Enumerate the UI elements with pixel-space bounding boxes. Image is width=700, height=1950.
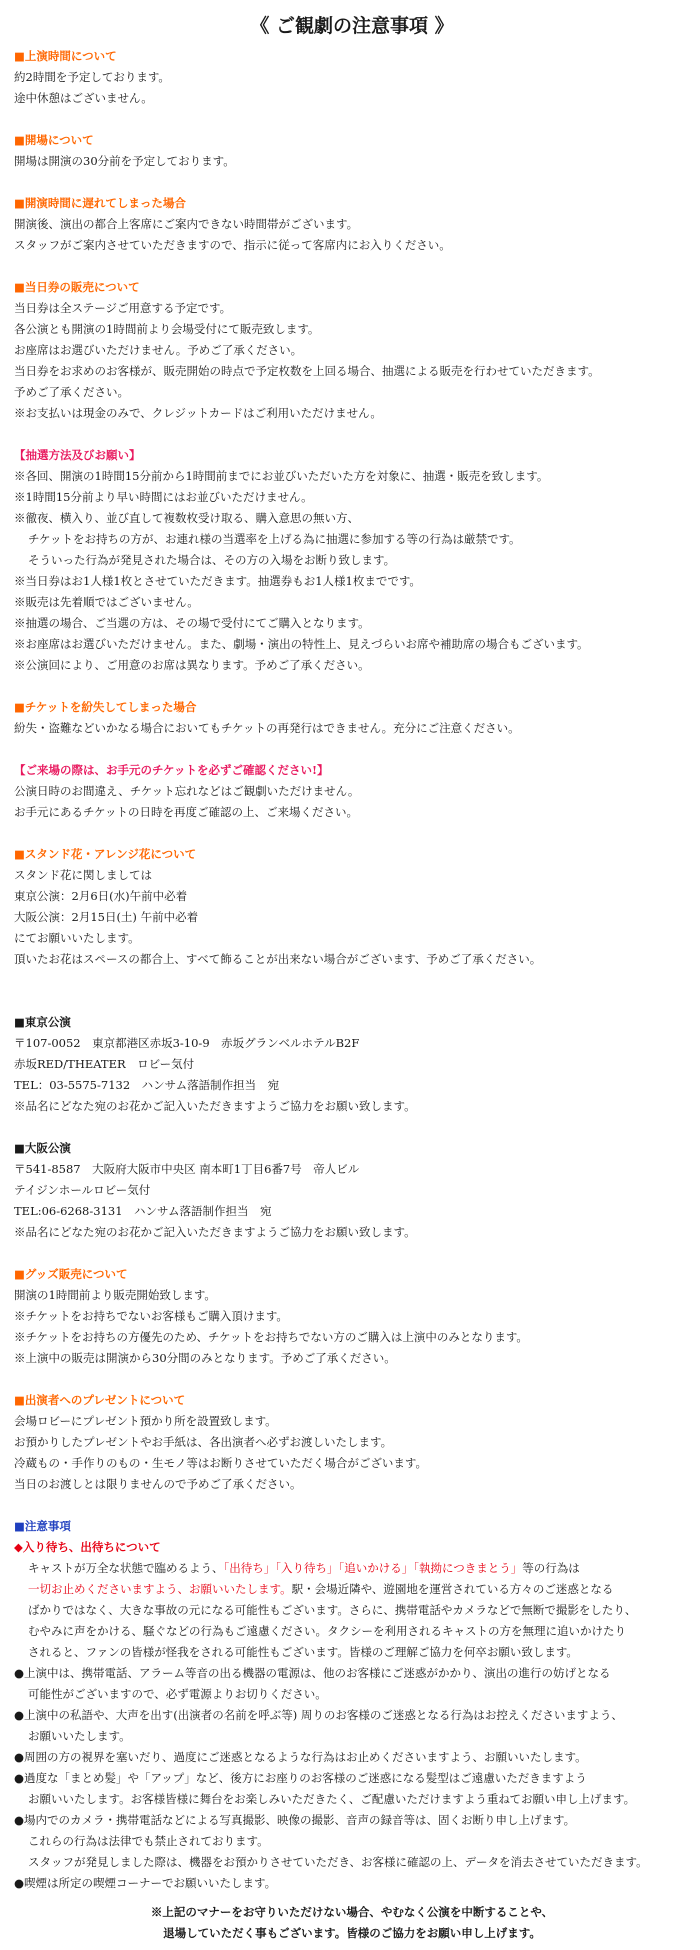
text-fragment: 等の行為は <box>522 1561 580 1575</box>
bullet-continuation: スタッフが発見しました際は、機器をお預かりさせていただき、お客様に確認の上、データを消去させていただきます。 <box>28 1855 648 1869</box>
text-line: 大阪公演：2月15日(土) 午前中必着 <box>14 910 199 924</box>
text-line: スタンド花に関しましては <box>14 868 152 882</box>
warning-text: 一切お止めくださいますよう、お願いいたします。 <box>28 1582 292 1596</box>
heading-doors: ■開場について <box>14 133 94 147</box>
section-lottery <box>14 445 690 676</box>
text-line: ※販売は先着順ではございません。 <box>14 595 199 609</box>
heading-sameday: ■当日券の販売について <box>14 280 140 294</box>
text-line: チケットをお持ちの方が、お連れ様の当選率を上げる為に抽選に参加する等の行為は厳禁です。 <box>28 532 521 546</box>
heading-presents: ■出演者へのプレゼントについて <box>14 1393 186 1407</box>
closing-notice <box>14 1902 690 1944</box>
text-line: 冷蔵もの・手作りのもの・生モノ等はお断りさせていただく場合がございます。 <box>14 1456 427 1470</box>
text-line: にてお願いいたします。 <box>14 931 140 945</box>
text-line: ※お座席はお選びいただけません。また、劇場・演出の特性上、見えづらいお席や補助席の場合もございます。 <box>14 637 589 651</box>
section-flowers <box>14 844 690 970</box>
subheading-waiting: ◆入り待ち、出待ちについて <box>14 1540 161 1554</box>
section-tokyo <box>14 1012 690 1117</box>
text-fragment: 駅・会場近隣や、遊園地を運営されている方々のご迷惑となる <box>291 1582 614 1596</box>
heading-flowers: ■スタンド花・アレンジ花について <box>14 847 197 861</box>
text-line: むやみに声をかける、騒ぐなどの行為もご遠慮ください。タクシーを利用されるキャストの方を無理に追いかけたり <box>28 1624 626 1638</box>
section-sameday <box>14 277 690 424</box>
text-line: テイジンホールロビー気付 <box>14 1183 151 1197</box>
bullet-item: ●喫煙は所定の喫煙コーナーでお願いいたします。 <box>14 1876 277 1890</box>
section-runtime <box>14 46 690 109</box>
section-late <box>14 193 690 256</box>
text-line: TEL：03-5575-7132 ハンサム落語制作担当 宛 <box>14 1078 280 1092</box>
bullet-continuation: 可能性がございますので、必ず電源よりお切りください。 <box>28 1687 327 1701</box>
bullet-continuation: お願いいたします。 <box>28 1729 131 1743</box>
text-fragment: キャストが万全な状態で臨めるよう、 <box>28 1561 224 1575</box>
text-line: 当日券をお求めのお客様が、販売開始の時点で予定枚数を上回る場合、抽選による販売を行わせていただきます。 <box>14 364 600 378</box>
section-presents <box>14 1390 690 1495</box>
bullet-continuation: これらの行為は法律でも禁止されております。 <box>28 1834 269 1848</box>
text-line <box>14 1558 690 1579</box>
text-line: お座席はお選びいただけません。予めご了承ください。 <box>14 343 303 357</box>
text-line: 紛失・盗難などいかなる場合においてもチケットの再発行はできません。充分にご注意ください。 <box>14 721 520 735</box>
text-line: お預かりしたプレゼントやお手紙は、各出演者へ必ずお渡しいたします。 <box>14 1435 393 1449</box>
page-title: 《 ご観劇の注意事項 》 <box>250 15 454 37</box>
text-line: 約2時間を予定しております。 <box>14 70 170 84</box>
warning-text: 「出待ち」「入り待ち」「追いかける」「執拗につきまとう」 <box>223 1561 523 1575</box>
text-line: ※お支払いは現金のみで、クレジットカードはご利用いただけません。 <box>14 406 382 420</box>
text-line: 会場ロビーにプレゼント預かり所を設置致します。 <box>14 1414 277 1428</box>
text-line: されると、ファンの皆様が怪我をされる可能性もございます。皆様のご理解ご協力を何卒お願い致します。 <box>28 1645 578 1659</box>
section-osaka <box>14 1138 690 1243</box>
heading-tokyo: ■東京公演 <box>14 1015 71 1029</box>
heading-osaka: ■大阪公演 <box>14 1141 71 1155</box>
bullet-item: ●上演中は、携帯電話、アラーム等音の出る機器の電源は、他のお客様にご迷惑がかかり、演出の進行の妨げとなる <box>14 1666 611 1680</box>
bullet-item: ●周囲の方の視界を塞いだり、過度にご迷惑となるような行為はお止めくださいますよう、お願いいたします。 <box>14 1750 587 1764</box>
heading-notes: ■注意事項 <box>14 1519 71 1533</box>
text-line: ※上演中の販売は開演から30分間のみとなります。予めご了承ください。 <box>14 1351 396 1365</box>
text-line: TEL:06-6268-3131 ハンサム落語制作担当 宛 <box>14 1204 272 1218</box>
text-line: ばかりではなく、大きな事故の元になる可能性もございます。さらに、携帯電話やカメラなどで無断で撮影をしたり、 <box>28 1603 637 1617</box>
text-line: 東京公演：2月6日(水)午前中必着 <box>14 889 188 903</box>
bullet-continuation: お願いいたします。お客様皆様に舞台をお楽しみいただきたく、ご配慮いただけますよう重ねてお願い申し上げます。 <box>28 1792 636 1806</box>
closing-line: 退場していただく事もございます。皆様のご協力をお願い申し上げます。 <box>163 1926 541 1940</box>
text-line: ※チケットをお持ちでないお客様もご購入頂けます。 <box>14 1309 288 1323</box>
text-line: 当日券は全ステージご用意する予定です。 <box>14 301 232 315</box>
heading-lottery: 【抽選方法及びお願い】 <box>14 448 141 462</box>
text-line: ※抽選の場合、ご当選の方は、その場で受付にてご購入となります。 <box>14 616 370 630</box>
text-line: 開場は開演の30分前を予定しております。 <box>14 154 235 168</box>
section-lost <box>14 697 690 739</box>
text-line: ※各回、開演の1時間15分前から1時間前までにお並びいただいた方を対象に、抽選・販売を致します。 <box>14 469 549 483</box>
text-line: 開演後、演出の都合上客席にご案内できない時間帯がございます。 <box>14 217 359 231</box>
heading-runtime: ■上演時間について <box>14 49 117 63</box>
text-line: 公演日時のお間違え、チケット忘れなどはご観劇いただけません。 <box>14 784 360 798</box>
text-line: 各公演とも開演の1時間前より会場受付にて販売致します。 <box>14 322 320 336</box>
text-line: ※品名にどなた宛のお花かご記入いただきますようご協力をお願い致します。 <box>14 1099 416 1113</box>
text-line: 赤坂RED/THEATER ロビー気付 <box>14 1057 195 1071</box>
section-notes <box>14 1516 690 1894</box>
bullet-item: ●過度な「まとめ髪」や「アップ」など、後方にお座りのお客様のご迷惑になる髪型はご遠慮いただきますよう <box>14 1771 587 1785</box>
text-line: ※品名にどなた宛のお花かご記入いただきますようご協力をお願い致します。 <box>14 1225 416 1239</box>
heading-confirm: 【ご来場の際は、お手元のチケットを必ずご確認ください!】 <box>14 763 329 777</box>
heading-lost: ■チケットを紛失してしまった場合 <box>14 700 197 714</box>
text-line: 当日のお渡しとは限りませんので予めご了承ください。 <box>14 1477 302 1491</box>
heading-late: ■開演時間に遅れてしまった場合 <box>14 196 186 210</box>
closing-line: ※上記のマナーをお守りいただけない場合、やむなく公演を中断することや、 <box>150 1905 554 1919</box>
heading-goods: ■グッズ販売について <box>14 1267 128 1281</box>
text-line: ※公演回により、ご用意のお席は異なります。予めご了承ください。 <box>14 658 370 672</box>
section-confirm <box>14 760 690 823</box>
bullet-item: ●場内でのカメラ・携帯電話などによる写真撮影、映像の撮影、音声の録音等は、固くお断り申し上げます。 <box>14 1813 576 1827</box>
text-line: 〒541-8587 大阪府大阪市中央区 南本町1丁目6番7号 帝人ビル <box>14 1162 360 1176</box>
text-line: スタッフがご案内させていただきますので、指示に従って客席内にお入りください。 <box>14 238 451 252</box>
text-line: 〒107-0052 東京都港区赤坂3-10-9 赤坂グランベルホテルB2F <box>14 1036 360 1050</box>
text-line: お手元にあるチケットの日時を再度ご確認の上、ご来場ください。 <box>14 805 358 819</box>
section-doors <box>14 130 690 172</box>
bullet-item: ●上演中の私語や、大声を出す(出演者の名前を呼ぶ等) 周りのお客様のご迷惑となる行為はお控えくださいますよう、 <box>14 1708 623 1722</box>
section-goods <box>14 1264 690 1369</box>
text-line: 開演の1時間前より販売開始致します。 <box>14 1288 216 1302</box>
text-line: ※当日券はお1人様1枚とさせていただきます。抽選券もお1人様1枚までです。 <box>14 574 421 588</box>
text-line: そういった行為が発見された場合は、その方の入場をお断り致します。 <box>28 553 396 567</box>
text-line: ※1時間15分前より早い時間にはお並びいただけません。 <box>14 490 313 504</box>
text-line <box>14 1579 690 1600</box>
text-line: 予めご了承ください。 <box>14 385 129 399</box>
text-line: 途中休憩はございません。 <box>14 91 153 105</box>
text-line: 頂いたお花はスペースの都合上、すべて飾ることが出来ない場合がございます、予めご了承ください。 <box>14 952 542 966</box>
text-line: ※チケットをお持ちの方優先のため、チケットをお持ちでない方のご購入は上演中のみとなります。 <box>14 1330 528 1344</box>
text-line: ※徹夜、横入り、並び直して複数枚受け取る、購入意思の無い方、 <box>14 511 359 525</box>
